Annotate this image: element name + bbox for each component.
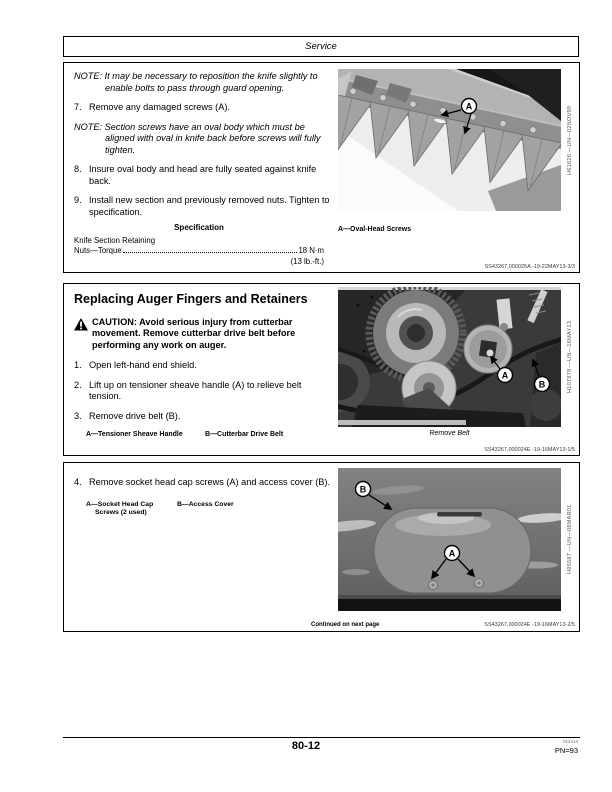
pn-number: PN=93 xyxy=(554,746,578,755)
step-9 xyxy=(74,195,334,218)
print-code: 012414 xyxy=(562,739,578,744)
doc-code: SS43267,000024E -19-16MAY13-1/5 xyxy=(484,447,575,453)
callout-letter: A xyxy=(448,548,456,559)
step-text: Open left-hand end shield. xyxy=(89,360,197,371)
step-number: 3. xyxy=(74,410,82,421)
step-number: 1. xyxy=(74,360,82,371)
spec-line xyxy=(74,246,324,256)
step-text: Remove drive belt (B). xyxy=(89,410,181,421)
belt-photo-illustration xyxy=(338,287,561,427)
callout-letter: A xyxy=(501,370,509,381)
figure1-caption: A—Oval-Head Screws xyxy=(338,226,412,233)
footer-rule xyxy=(63,737,580,738)
dot-leader xyxy=(123,252,298,253)
section2-text-column xyxy=(74,292,334,439)
callout-letter: B xyxy=(359,484,367,495)
figure1-image-id: H61626 —UN—02NOV99 xyxy=(567,105,573,175)
spec-label: Nuts—Torque xyxy=(74,245,122,255)
caution-text: CAUTION: Avoid serious injury from cutterbar movement. Remove cutterbar drive belt before performing any work on auger. xyxy=(92,316,296,350)
knife-photo-illustration xyxy=(338,69,561,211)
cover-photo-illustration xyxy=(338,468,561,611)
step-number: 2. xyxy=(74,379,82,390)
step-2 xyxy=(74,380,334,403)
callout-letter: A xyxy=(465,101,473,112)
step-text: Insure oval body and head are fully seated against knife back. xyxy=(89,164,317,186)
figure2-image-id: H107878 —UN—16MAY13 xyxy=(567,320,573,394)
doc-code: SS43267,000025A -19-22MAY13-3/3 xyxy=(484,264,575,270)
callout-letter: B xyxy=(538,379,546,390)
legend-a: A—Tensioner Sheave Handle xyxy=(86,431,183,439)
spec-value: 18 N·m xyxy=(298,245,324,255)
figure2-caption: Remove Belt xyxy=(429,430,470,437)
specification-block xyxy=(74,223,324,267)
legend-b: B—Access Cover xyxy=(177,500,234,508)
section-auger-fingers xyxy=(63,283,580,456)
figure2-legend xyxy=(86,430,334,439)
page-header xyxy=(63,36,579,57)
step-text: Remove socket head cap screws (A) and access cover (B). xyxy=(89,477,331,487)
step-7 xyxy=(74,102,334,114)
continued-note: Continued on next page xyxy=(311,622,380,628)
spec-item: Knife Section Retaining xyxy=(74,236,156,245)
figure-access-cover xyxy=(338,468,561,611)
cover-handle-slot xyxy=(437,512,482,517)
tensioner-sheave xyxy=(464,325,512,373)
spec-heading: Specification xyxy=(174,223,224,232)
section-access-cover xyxy=(63,462,580,632)
section1-text-column xyxy=(74,71,334,267)
figure-drive-belt xyxy=(338,287,561,427)
doc-code: SS43267,000024E -19-16MAY13-2/5 xyxy=(484,622,575,628)
figure3-image-id: H95587 —UN—08MAR01 xyxy=(567,504,573,575)
step-1 xyxy=(74,360,334,372)
section3-text-column xyxy=(74,477,334,518)
figure-knife-sections xyxy=(338,69,561,211)
figure3-legend xyxy=(86,501,334,519)
legend-b: B—Cutterbar Drive Belt xyxy=(205,431,284,439)
step-text: Remove any damaged screws (A). xyxy=(89,102,230,112)
step-number: 9. xyxy=(74,195,82,205)
step-text: Lift up on tensioner sheave handle (A) to relieve belt tension. xyxy=(89,379,302,402)
spec-value-imperial: (13 lb.-ft.) xyxy=(290,257,324,267)
step-text: Install new section and previously removed nuts. Tighten to specification. xyxy=(89,195,330,217)
step-4 xyxy=(74,477,334,489)
section-heading: Replacing Auger Fingers and Retainers xyxy=(74,292,308,306)
step-number: 8. xyxy=(74,164,82,174)
note-paragraph: NOTE: Section screws have an oval body which must be aligned with oval in knife back before screws will fully tighten. xyxy=(74,121,321,155)
continued-row xyxy=(311,622,575,628)
step-number: 7. xyxy=(74,102,82,112)
section-knife-sections xyxy=(63,62,580,273)
note-paragraph: NOTE: It may be necessary to reposition the knife slightly to enable bolts to pass through guard opening. xyxy=(74,71,318,93)
step-number: 4. xyxy=(74,477,82,487)
step-8 xyxy=(74,164,334,187)
warning-triangle-icon xyxy=(74,318,88,331)
header-title: Service xyxy=(305,41,337,52)
caution-block xyxy=(74,317,334,352)
step-3 xyxy=(74,411,334,423)
legend-a: A—Socket Head Cap Screws (2 used) xyxy=(86,500,154,517)
page-number: 80-12 xyxy=(291,740,321,752)
